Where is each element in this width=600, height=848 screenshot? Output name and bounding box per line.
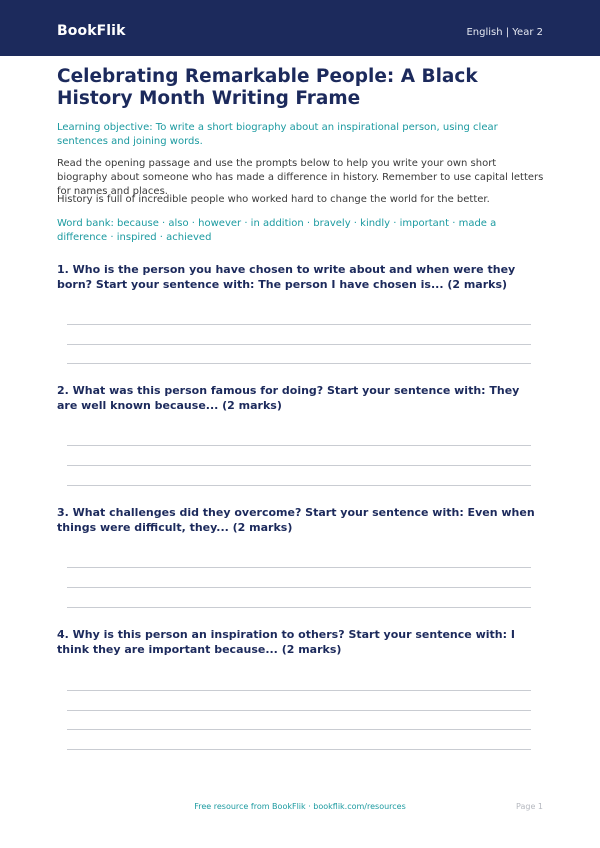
- instructions-text: Read the opening passage and use the prompts below to help you write your own short biography about someone who has made a difference in history. Remember to use capital letters for names and places.: [57, 158, 544, 197]
- answer-line[interactable]: [67, 587, 531, 588]
- question-4: 4. Why is this person an inspiration to others? Start your sentence with: I think they are important because... (2 marks): [57, 628, 515, 656]
- answer-line[interactable]: [67, 690, 531, 691]
- question-2: 2. What was this person famous for doing? Start your sentence with: They are well known because... (2 marks): [57, 384, 520, 412]
- brand-logo: BookFlik: [57, 23, 126, 39]
- subject-year-label: English | Year 2: [466, 27, 543, 38]
- answer-line[interactable]: [67, 465, 531, 466]
- answer-line[interactable]: [67, 567, 531, 568]
- answer-line[interactable]: [67, 710, 531, 711]
- learning-objective: Learning objective: To write a short biography about an inspirational person, using clear sentences and joining words.: [57, 122, 498, 147]
- footer-credit: Free resource from BookFlik · bookflik.com/resources: [194, 802, 406, 811]
- answer-line[interactable]: [67, 607, 531, 608]
- answer-line[interactable]: [67, 324, 531, 325]
- word-bank: Word bank: because · also · however · in addition · bravely · kindly · important · made a difference · inspired · achieved: [57, 218, 497, 243]
- answer-line[interactable]: [67, 445, 531, 446]
- answer-line[interactable]: [67, 485, 531, 486]
- answer-line[interactable]: [67, 729, 531, 730]
- answer-line[interactable]: [67, 344, 531, 345]
- page-number: Page 1: [516, 802, 543, 811]
- answer-line[interactable]: [67, 363, 531, 364]
- page-title: Celebrating Remarkable People: A Black History Month Writing Frame: [57, 66, 478, 109]
- opening-passage: History is full of incredible people who worked hard to change the world for the better.: [57, 194, 490, 205]
- answer-line[interactable]: [67, 749, 531, 750]
- question-1: 1. Who is the person you have chosen to write about and when were they born? Start your sentence with: The person I have chosen is... (2 marks): [57, 263, 516, 291]
- question-3: 3. What challenges did they overcome? Start your sentence with: Even when things were difficult, they... (2 marks): [57, 506, 535, 534]
- page-header: [0, 0, 600, 56]
